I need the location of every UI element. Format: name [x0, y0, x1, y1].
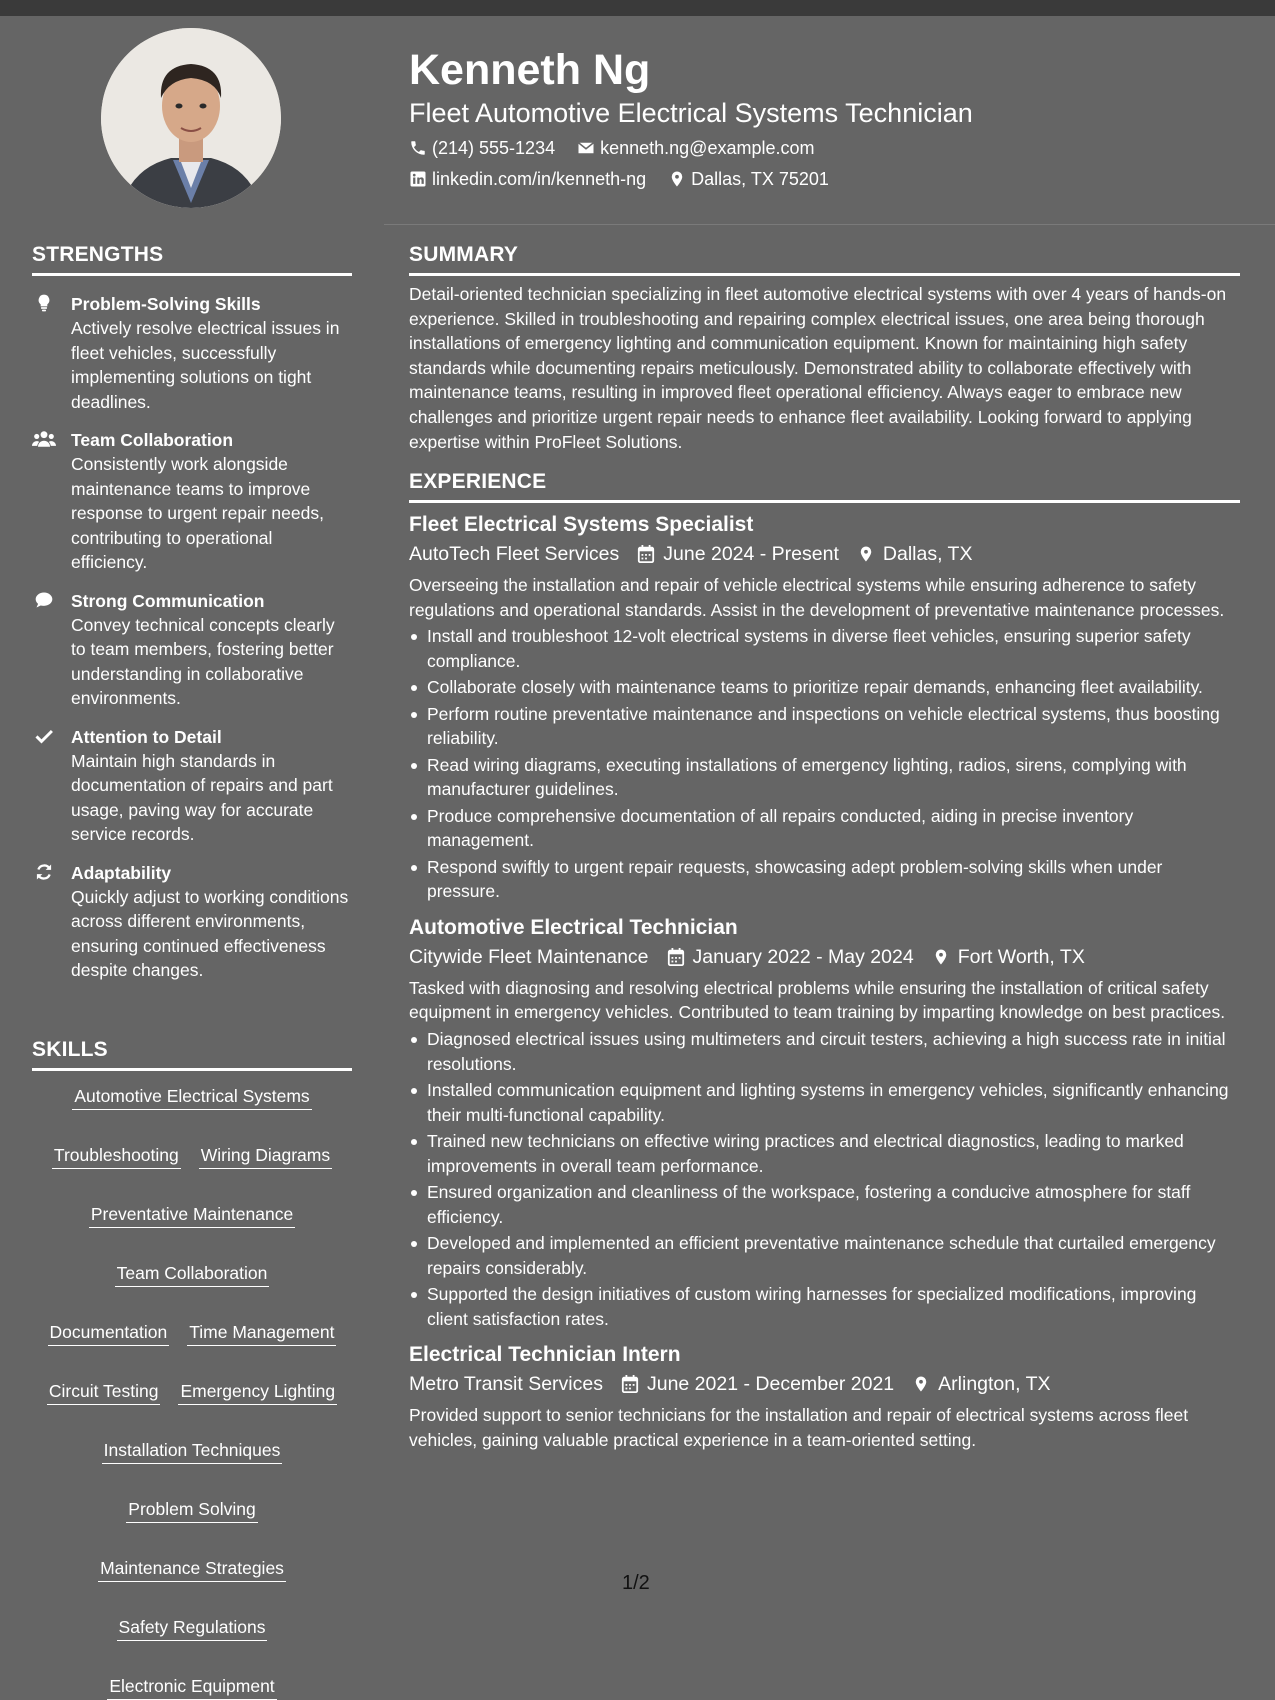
job-bullet: Installed communication equipment and lighting systems in emergency vehicles, significantly enhancing their multi-functional capability.: [427, 1078, 1240, 1127]
location-text: Dallas, TX 75201: [691, 169, 829, 189]
summary-heading: SUMMARY: [409, 243, 1240, 276]
contact-row-2: [409, 168, 1249, 190]
linkedin-contact[interactable]: [409, 168, 646, 190]
job-bullet: Produce comprehensive documentation of all repairs conducted, aiding in precise inventory management.: [427, 804, 1240, 853]
skill-chip: Troubleshooting: [52, 1144, 181, 1169]
skill-chip: Wiring Diagrams: [199, 1144, 332, 1169]
job-bullets: [409, 1027, 1240, 1331]
contact-row-1: [409, 137, 1249, 159]
job-description: Tasked with diagnosing and resolving electrical problems while ensuring the installation of critical safety equipment in emergency vehicles. Contributed to team training by imparting knowledge on best practices.: [409, 977, 1226, 1023]
page-number: 1/2: [622, 1572, 650, 1594]
resume-header: [409, 44, 1249, 190]
skills-section: [32, 1038, 352, 1700]
skill-chip: Automotive Electrical Systems: [72, 1085, 311, 1110]
skill-chip: Emergency Lighting: [178, 1380, 337, 1405]
strength-item: [32, 292, 352, 414]
strength-title: Adaptability: [71, 862, 172, 883]
strength-item: [32, 725, 352, 847]
job-location: Arlington, TX: [938, 1373, 1051, 1396]
job-dates: June 2024 - Present: [663, 543, 839, 566]
strength-item: [32, 589, 352, 711]
job-description: Provided support to senior technicians for the installation and repair of electrical systems across fleet vehicles, gaining valuable practical experience in a team-oriented setting.: [409, 1405, 1189, 1450]
job-bullet: Install and troubleshoot 12-volt electrical systems in diverse fleet vehicles, ensuring superior safety compliance.: [427, 624, 1240, 673]
job-bullet: Developed and implemented an efficient preventative maintenance schedule that curtailed emergency repairs considerably.: [427, 1231, 1240, 1280]
skill-chip: Team Collaboration: [115, 1262, 270, 1287]
experience-heading: EXPERIENCE: [409, 470, 1240, 503]
strength-desc: Maintain high standards in documentation of repairs and part usage, paving way for accurate service records.: [71, 750, 333, 844]
strength-item: [32, 428, 352, 575]
strengths-section: [32, 243, 352, 983]
phone-icon: [409, 139, 427, 157]
phone-contact[interactable]: [409, 137, 555, 159]
phone-text: (214) 555-1234: [432, 138, 556, 158]
skills-list: [32, 1085, 352, 1700]
top-bar: [0, 0, 1275, 16]
strength-desc: Convey technical concepts clearly to team members, fostering better understanding in collaborative environments.: [71, 614, 335, 708]
profile-photo: [101, 28, 281, 208]
job-bullet: Supported the design initiatives of custom wiring harnesses for specialized modifications, improving client satisfaction rates.: [427, 1282, 1240, 1331]
map-pin-icon: [668, 170, 686, 188]
strength-title: Problem-Solving Skills: [71, 294, 261, 314]
company-name: Citywide Fleet Maintenance: [409, 945, 649, 968]
job-location: Dallas, TX: [882, 543, 973, 566]
job-bullet: Ensured organization and cleanliness of the workspace, fostering a conducive atmosphere for staff efficiency.: [427, 1180, 1240, 1229]
skill-chip: Documentation: [48, 1321, 170, 1346]
calendar-icon: [667, 947, 685, 967]
strength-desc: Consistently work alongside maintenance teams to improve response to urgent repair needs, contributing to operational efficiency.: [71, 454, 324, 572]
speech-bubble-icon: [32, 590, 56, 610]
calendar-icon: [637, 544, 655, 564]
strength-title: Attention to Detail: [71, 726, 222, 747]
strength-title: Strong Communication: [71, 590, 265, 611]
checkmark-icon: [32, 726, 56, 746]
job-bullet: Perform routine preventative maintenance and inspections on vehicle electrical systems, thus boosting reliability.: [427, 702, 1240, 751]
job-description: Overseeing the installation and repair of vehicle electrical systems while ensuring adherence to safety regulations and operational standards. Assist in the development of preventative maintenance processes.: [409, 575, 1225, 620]
job-entry: [409, 1341, 1240, 1452]
skill-chip: Maintenance Strategies: [98, 1557, 286, 1582]
skill-chip: Circuit Testing: [47, 1380, 161, 1405]
map-pin-icon: [932, 947, 950, 967]
company-name: Metro Transit Services: [409, 1373, 603, 1396]
main-column: [409, 243, 1240, 1452]
strength-desc: Actively resolve electrical issues in fleet vehicles, successfully implementing solutions on tight deadlines.: [71, 318, 340, 412]
summary-text: Detail-oriented technician specializing in fleet automotive electrical systems with over 4 years of hands-on experience. Skilled in troubleshooting and repairing complex electrical issues, one area being thorough installations of emergency lighting and communication equipment. Known for maintaining high safety standards while documenting repairs meticulously. Demonstrated ability to collaborate effectively with maintenance teams, resulting in improved fleet operational efficiency. Always eager to embrace new challenges and prioritize urgent repair needs to enhance fleet availability. Looking forward to applying expertise within ProFleet Solutions.: [409, 284, 1227, 452]
company-name: AutoTech Fleet Services: [409, 543, 620, 566]
job-bullet: Diagnosed electrical issues using multimeters and circuit testers, achieving a high success rate in initial resolutions.: [427, 1027, 1240, 1076]
job-bullet: Collaborate closely with maintenance teams to prioritize repair demands, enhancing fleet availability.: [427, 675, 1240, 700]
calendar-icon: [621, 1374, 639, 1394]
job-dates: June 2021 - December 2021: [646, 1373, 895, 1396]
lightbulb-icon: [32, 293, 56, 313]
map-pin-icon: [857, 544, 875, 564]
job-title: Automotive Electrical Technician: [409, 915, 738, 939]
job-title: Electrical Technician Intern: [409, 1343, 681, 1367]
envelope-icon: [577, 139, 595, 157]
job-meta: [409, 539, 1240, 569]
email-text: kenneth.ng@example.com: [600, 138, 815, 158]
linkedin-text: linkedin.com/in/kenneth-ng: [432, 169, 647, 189]
linkedin-icon: [409, 170, 427, 188]
job-meta: [409, 1369, 1240, 1399]
strength-item: [32, 861, 352, 983]
skill-chip: Installation Techniques: [102, 1439, 283, 1464]
skill-chip: Problem Solving: [126, 1498, 257, 1523]
job-entry: [409, 511, 1240, 904]
skill-chip: Electronic Equipment: [107, 1675, 276, 1700]
job-bullet: Read wiring diagrams, executing installations of emergency lighting, radios, sirens, complying with manufacturer guidelines.: [427, 753, 1240, 802]
email-contact[interactable]: [577, 137, 814, 159]
strengths-heading: STRENGTHS: [32, 243, 352, 276]
strength-title: Team Collaboration: [71, 430, 234, 450]
skills-heading: SKILLS: [32, 1038, 352, 1071]
job-bullet: Trained new technicians on effective wiring practices and electrical diagnostics, leading to marked improvements in overall team performance.: [427, 1129, 1240, 1178]
location-contact: [668, 168, 829, 190]
strength-desc: Quickly adjust to working conditions across different environments, ensuring continued effectiveness despite changes.: [71, 886, 349, 980]
users-icon: [32, 429, 56, 449]
skill-chip: Safety Regulations: [117, 1616, 268, 1641]
job-dates: January 2022 - May 2024: [692, 945, 914, 968]
skill-chip: Time Management: [187, 1321, 336, 1346]
candidate-title: Fleet Automotive Electrical Systems Technician: [409, 98, 973, 128]
job-entry: [409, 914, 1240, 1331]
job-title: Fleet Electrical Systems Specialist: [409, 513, 754, 537]
refresh-icon: [32, 862, 56, 882]
job-location: Fort Worth, TX: [957, 945, 1085, 968]
job-bullet: Respond swiftly to urgent repair requests, showcasing adept problem-solving skills when under pressure.: [427, 855, 1240, 904]
header-divider: [384, 224, 1275, 225]
skill-chip: Preventative Maintenance: [89, 1203, 295, 1228]
job-bullets: [409, 624, 1240, 904]
job-meta: [409, 942, 1240, 972]
candidate-name: Kenneth Ng: [409, 46, 651, 94]
map-pin-icon: [912, 1374, 930, 1394]
